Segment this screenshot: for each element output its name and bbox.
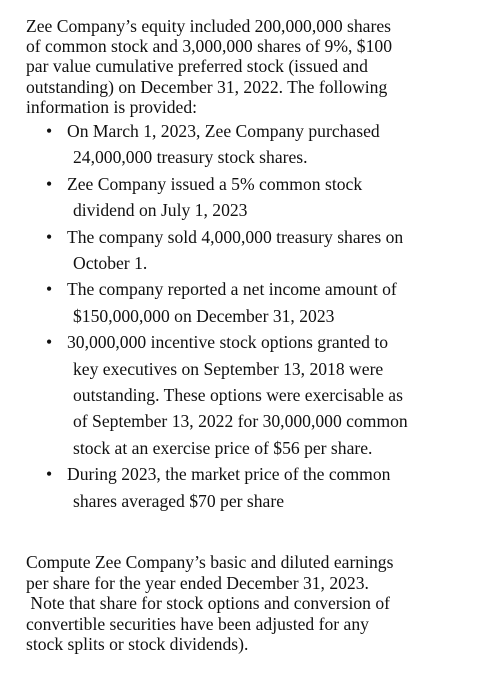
question-line: Note that share for stock options and conversion of xyxy=(26,593,391,614)
intro-line: of common stock and 3,000,000 shares of 9%, $100 xyxy=(26,36,392,57)
list-item xyxy=(26,171,466,224)
list-item-line: $150,000,000 on December 31, 2023 xyxy=(73,305,335,326)
list-item-line: outstanding. These options were exercisable as xyxy=(73,385,403,405)
list-item-line: The company sold 4,000,000 treasury shares on xyxy=(67,226,404,247)
list-item-line: October 1. xyxy=(73,252,148,273)
list-item-line: During 2023, the market price of the common xyxy=(67,464,391,485)
facts-list xyxy=(26,118,466,514)
bullet-icon: • xyxy=(46,464,53,485)
list-item-line: stock at an exercise price of $56 per share. xyxy=(73,437,373,458)
list-item xyxy=(26,276,466,329)
bullet-icon: • xyxy=(46,226,53,247)
paragraph-gap xyxy=(26,514,466,552)
intro-paragraph xyxy=(26,16,466,117)
question-line: per share for the year ended December 31, 2023. xyxy=(26,572,369,593)
list-item xyxy=(26,461,466,514)
list-item-line: dividend on July 1, 2023 xyxy=(73,200,248,221)
question-line: convertible securities have been adjusted for any xyxy=(26,613,369,634)
intro-line: information is provided: xyxy=(26,96,198,117)
intro-line: outstanding) on December 31, 2022. The following xyxy=(26,76,388,97)
question-line: Compute Zee Company’s basic and diluted earnings xyxy=(26,552,394,573)
list-item-line: 24,000,000 treasury stock shares. xyxy=(73,147,308,168)
bullet-icon: • xyxy=(46,173,53,194)
bullet-icon: • xyxy=(46,120,53,141)
question-paragraph xyxy=(26,552,466,655)
list-item-line: shares averaged $70 per share xyxy=(73,490,285,511)
problem-document xyxy=(26,16,466,655)
list-item-line: The company reported a net income amount of xyxy=(67,279,397,300)
list-item xyxy=(26,118,466,171)
intro-line: par value cumulative preferred stock (issued and xyxy=(26,56,368,77)
bullet-icon: • xyxy=(46,332,53,353)
question-line: stock splits or stock dividends). xyxy=(26,634,249,655)
list-item-line: Zee Company issued a 5% common stock xyxy=(67,173,363,194)
list-item xyxy=(26,224,466,277)
list-item-line: of September 13, 2022 for 30,000,000 common xyxy=(73,411,408,432)
list-item-line: 30,000,000 incentive stock options granted to xyxy=(67,332,389,353)
list-item xyxy=(26,329,466,461)
list-item-line: key executives on September 13, 2018 were xyxy=(73,358,384,379)
list-item-line: On March 1, 2023, Zee Company purchased xyxy=(67,120,380,141)
bullet-icon: • xyxy=(46,279,53,300)
intro-line: Zee Company’s equity included 200,000,000 shares xyxy=(26,16,392,36)
